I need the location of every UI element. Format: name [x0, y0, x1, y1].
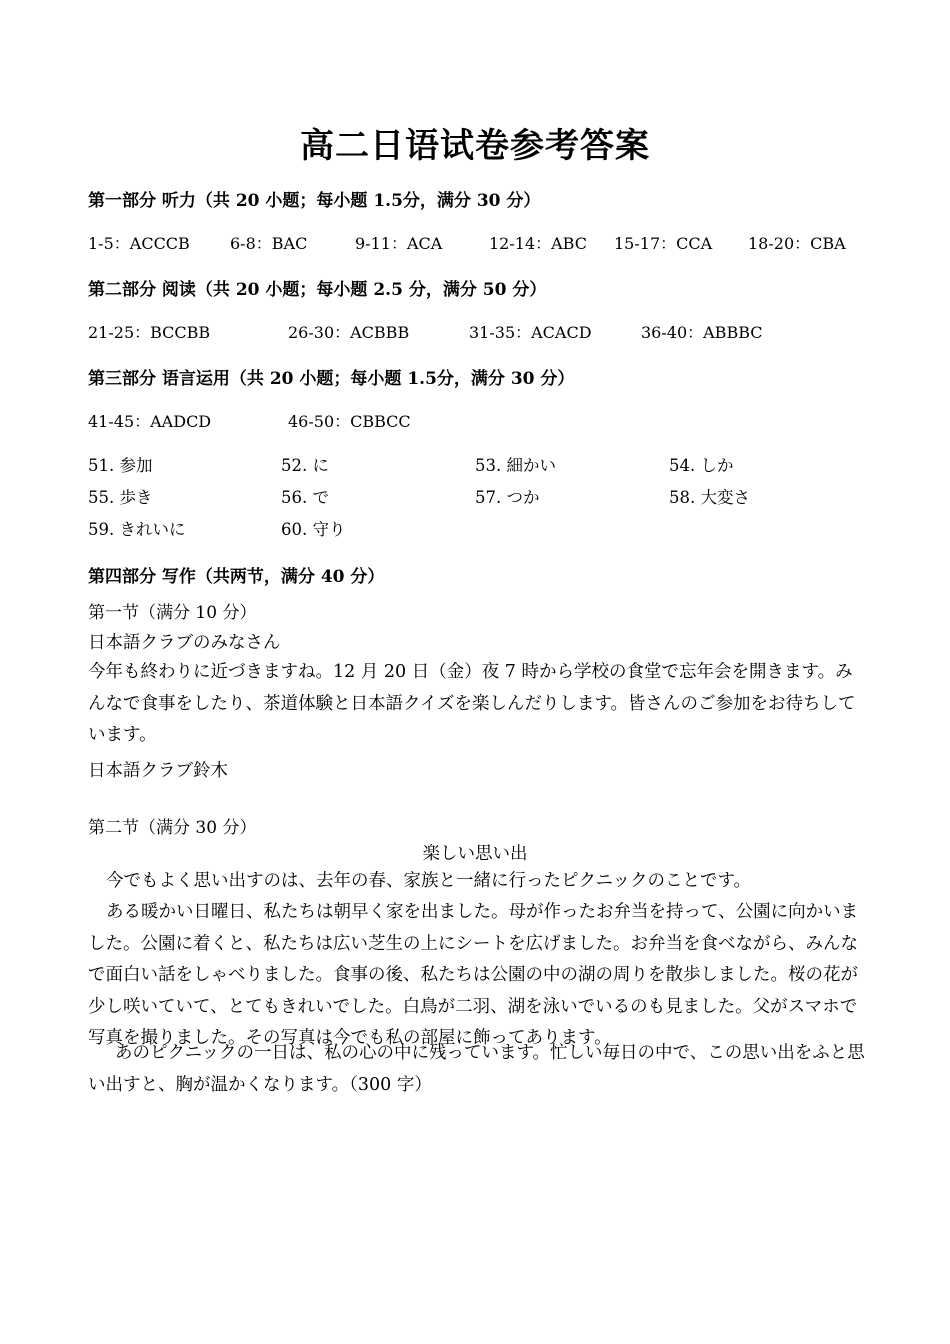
essay-paragraph: 今でもよく思い出すのは、去年の春、家族と一緒に行ったピクニックのことです。 — [106, 871, 752, 891]
answer-group: 41-45：AADCD — [88, 412, 212, 431]
blank-answer: 53. 細かい — [475, 456, 556, 475]
letter-signature: 日本語クラブ鈴木 — [88, 761, 228, 781]
blank-answer: 58. 大変さ — [669, 488, 750, 507]
blank-answer: 60. 守り — [281, 520, 346, 539]
part2-heading: 第二部分 阅读（共 20 小题；每小题 2.5 分，满分 50 分） — [88, 280, 547, 300]
blank-answer: 52. に — [281, 456, 329, 475]
answer-group: 26-30：ACBBB — [288, 323, 410, 342]
blank-answer: 59. きれいに — [88, 520, 186, 539]
answer-group: 1-5：ACCCB — [88, 234, 190, 253]
essay-title: 楽しい思い出 — [422, 844, 528, 864]
answer-group: 36-40：ABBBC — [641, 323, 763, 342]
section1-heading: 第一节（满分 10 分） — [88, 603, 257, 623]
essay-paragraph: あのピクニックの一日は、私の心の中に残っています。忙しい毎日の中で、この思い出をふと思い出すと、胸が温かくなります。（300 字） — [88, 1043, 865, 1095]
blank-answer: 56. で — [281, 488, 329, 507]
section2-heading: 第二节（满分 30 分） — [88, 818, 257, 838]
page-title: 高二日语试卷参考答案 — [300, 126, 650, 166]
essay-paragraph: ある暖かい日曜日、私たちは朝早く家を出ました。母が作ったお弁当を持って、公園に向かいました。公園に着くと、私たちは広い芝生の上にシートを広げました。お弁当を食べながら、みんなで面白い話をしゃべりました。食事の後、私たちは公園の中の湖の周りを散歩しました。桜の花が少し咲いていて、とてもきれいでした。白鳥が二羽、湖を泳いでいるのも見ました。父がスマホで写真を撮りました。その写真は今でも私の部屋に飾ってあります。 — [88, 902, 859, 1048]
answer-group: 12-14：ABC — [489, 234, 587, 253]
blank-answer: 55. 歩き — [88, 488, 153, 507]
part4-heading: 第四部分 写作（共两节，满分 40 分） — [88, 567, 385, 587]
part1-heading: 第一部分 听力（共 20 小题；每小题 1.5分，满分 30 分） — [88, 191, 541, 211]
part3-heading: 第三部分 语言运用（共 20 小题；每小题 1.5分，满分 30 分） — [88, 369, 575, 389]
letter-greeting: 日本語クラブのみなさん — [88, 633, 281, 653]
answer-group: 9-11：ACA — [355, 234, 443, 253]
blank-answer: 57. つか — [475, 488, 540, 507]
blank-answer: 51. 参加 — [88, 456, 153, 475]
answer-group: 46-50：CBBCC — [288, 412, 411, 431]
answer-group: 31-35：ACACD — [469, 323, 592, 342]
answer-group: 21-25：BCCBB — [88, 323, 211, 342]
answer-group: 15-17：CCA — [614, 234, 713, 253]
answer-group: 18-20：CBA — [748, 234, 846, 253]
blank-answer: 54. しか — [669, 456, 734, 475]
answer-group: 6-8：BAC — [230, 234, 308, 253]
letter-body: 今年も終わりに近づきますね。12 月 20 日（金）夜 7 時から学校の食堂で忘年会を開きます。みんなで食事をしたり、茶道体験と日本語クイズを楽しんだりします。皆さんのご参加をお待ちしています。 — [88, 662, 856, 745]
